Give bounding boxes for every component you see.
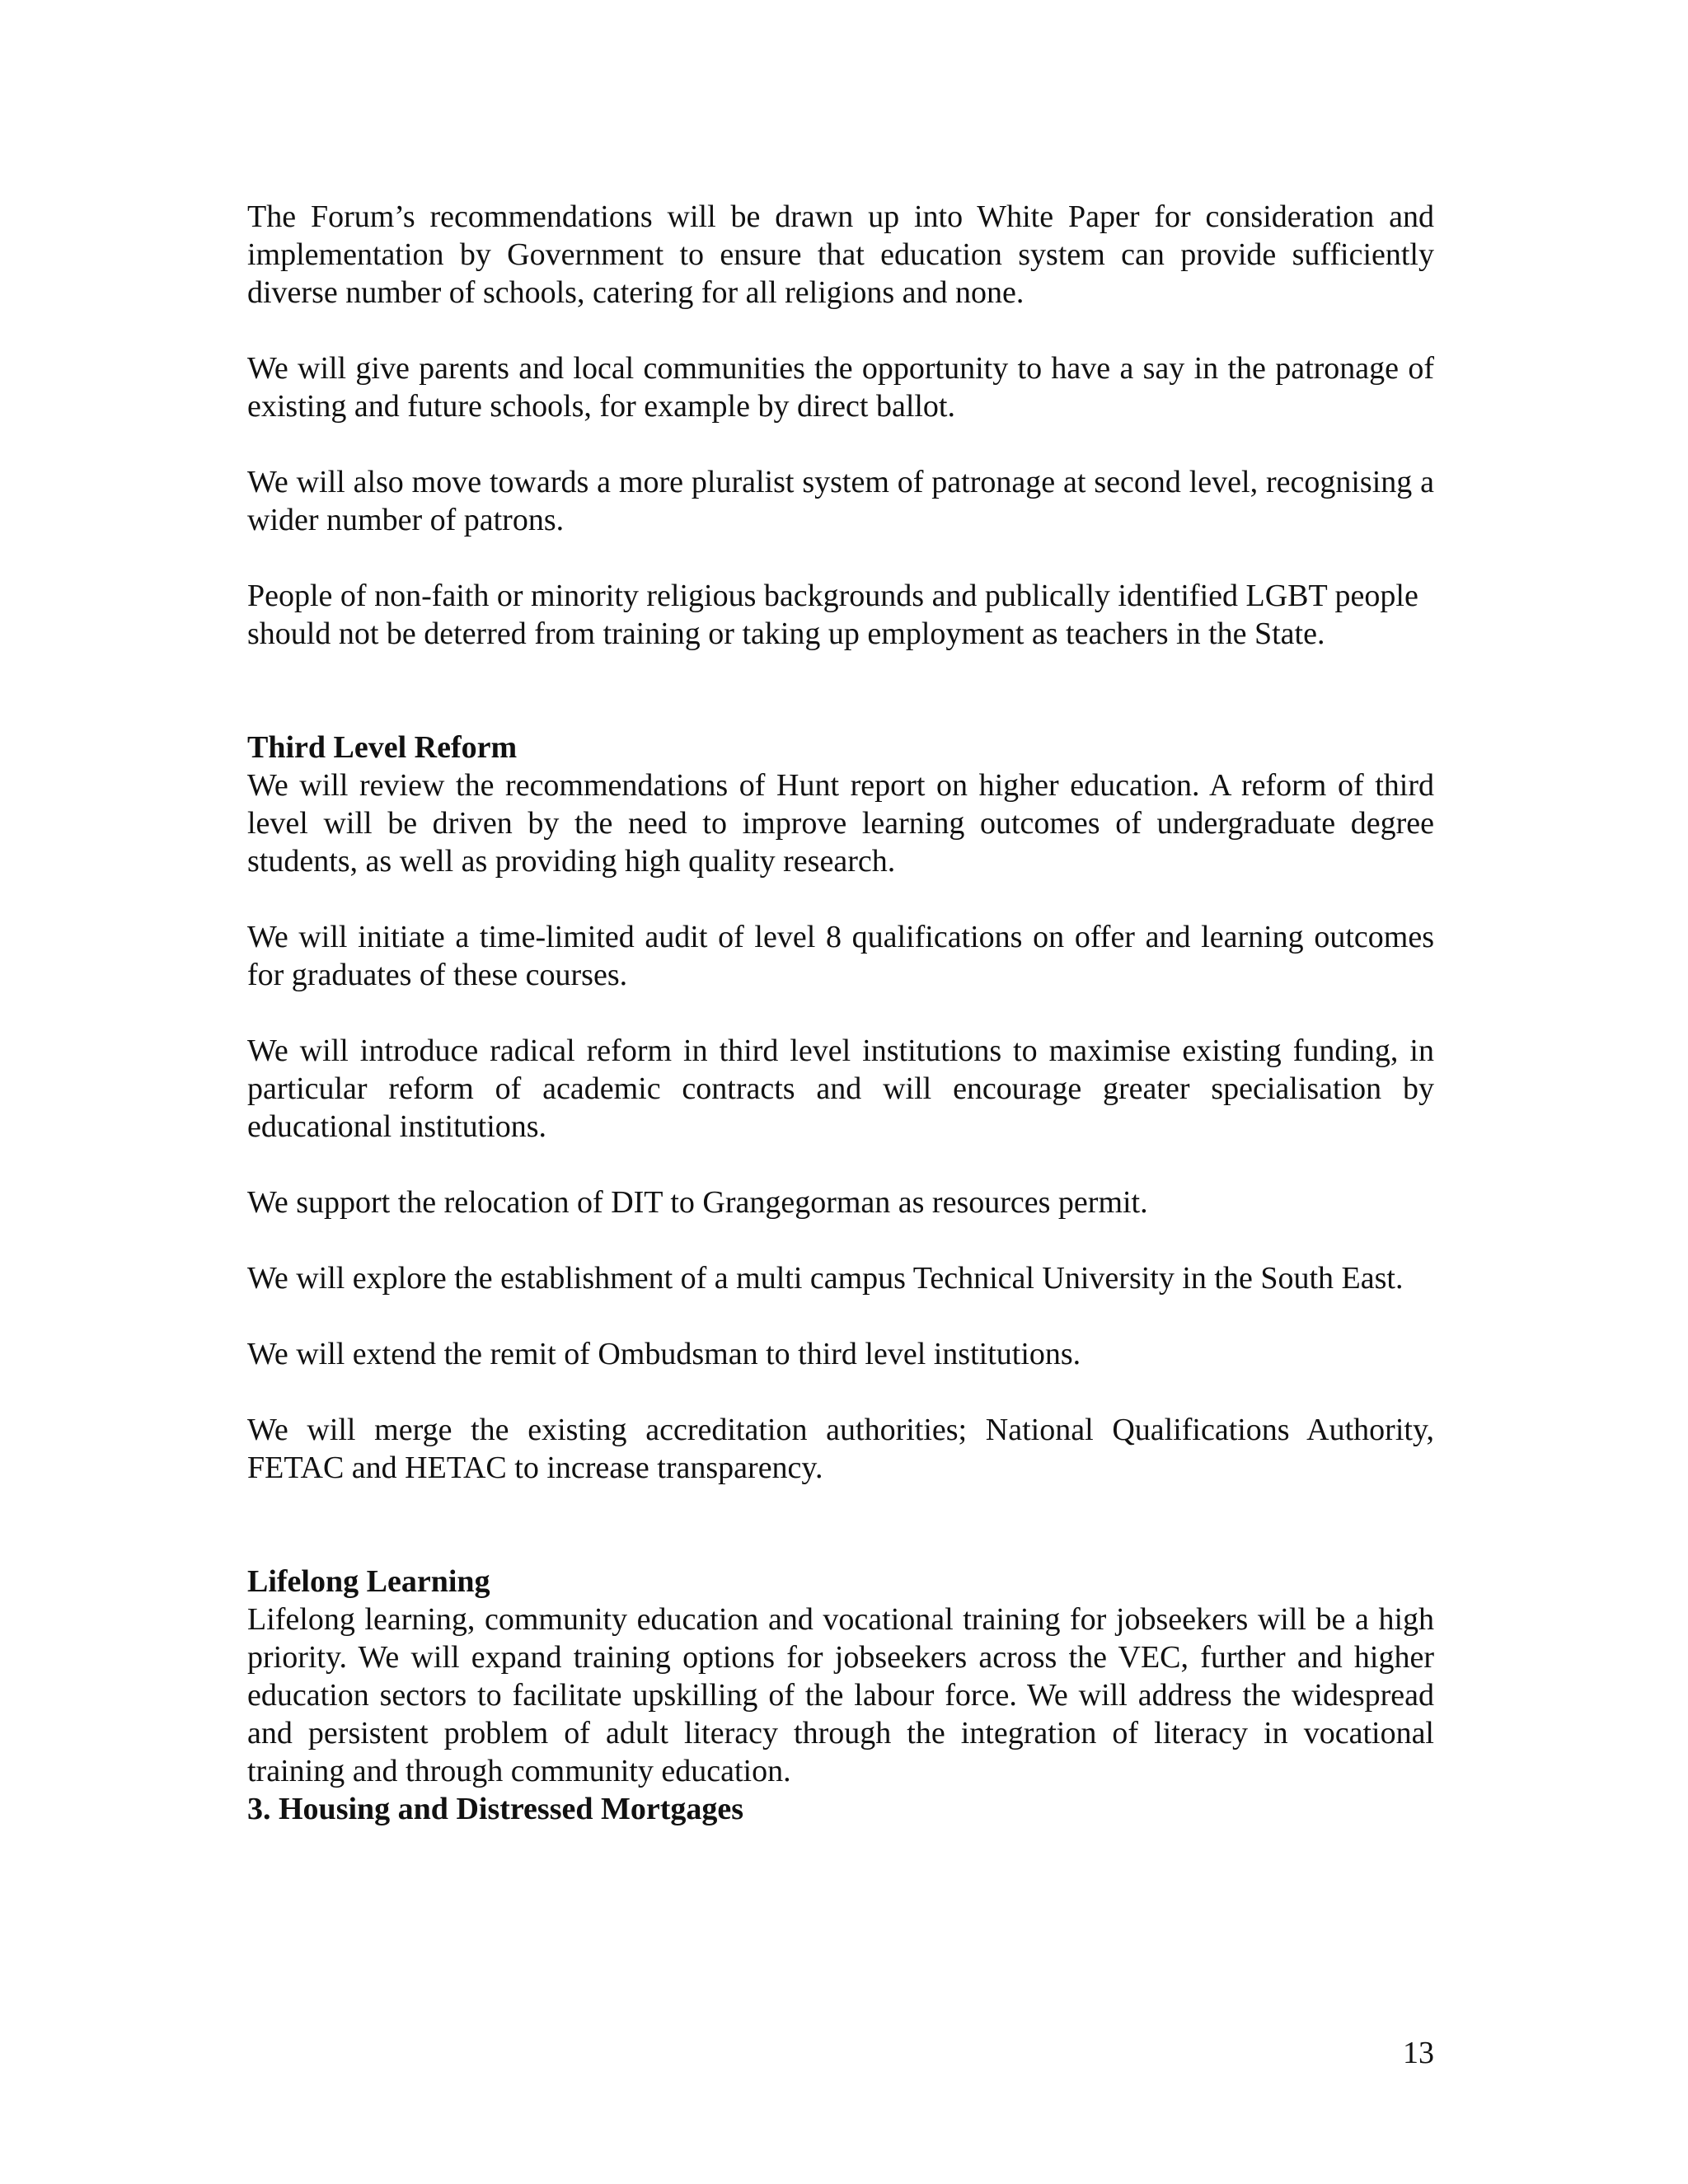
- page-number: 13: [1403, 2036, 1434, 2070]
- intro-paragraph-2: We will give parents and local communities the opportunity to have a say in the patronage of existing and future schools, for example by direct ballot.: [247, 351, 1434, 424]
- page-content: [247, 198, 1434, 1828]
- intro-paragraph-4: People of non-faith or minority religious backgrounds and publically identified LGBT people should not be deterred from training or taking up employment as teachers in the State.: [247, 579, 1418, 651]
- lifelong-learning-heading: Lifelong Learning: [247, 1564, 490, 1599]
- intro-paragraph-3: We will also move towards a more pluralist system of patronage at second level, recognising a wider number of patrons.: [247, 465, 1434, 537]
- intro-paragraph-1: The Forum’s recommendations will be drawn up into White Paper for consideration and implementation by Government to ensure that education system can provide sufficiently diverse number of schools, catering for all religions and none.: [247, 199, 1434, 310]
- housing-heading: 3. Housing and Distressed Mortgages: [247, 1792, 744, 1826]
- third-level-paragraph-6: We will extend the remit of Ombudsman to third level institutions.: [247, 1337, 1081, 1371]
- third-level-paragraph-3: We will introduce radical reform in third level institutions to maximise existing funding, in particular reform of academic contracts and will encourage greater specialisation by educational institutions.: [247, 1033, 1434, 1144]
- third-level-paragraph-4: We support the relocation of DIT to Grangegorman as resources permit.: [247, 1185, 1148, 1220]
- third-level-paragraph-2: We will initiate a time-limited audit of level 8 qualifications on offer and learning outcomes for graduates of these courses.: [247, 920, 1434, 992]
- section-spacer: [247, 1525, 1434, 1563]
- third-level-paragraph-1: We will review the recommendations of Hunt report on higher education. A reform of third level will be driven by the need to improve learning outcomes of undergraduate degree students, as well as providing high quality research.: [247, 768, 1434, 879]
- third-level-paragraph-5: We will explore the establishment of a multi campus Technical University in the South East.: [247, 1261, 1404, 1296]
- third-level-heading: Third Level Reform: [247, 730, 518, 765]
- lifelong-learning-paragraph: Lifelong learning, community education and vocational training for jobseekers will be a high priority. We will expand training options for jobseekers across the VEC, further and higher education sectors to facilitate upskilling of the labour force. We will address the widespread and persistent problem of adult literacy through the integration of literacy in vocational training and through community education.: [247, 1602, 1434, 1788]
- section-spacer: [247, 691, 1434, 729]
- third-level-paragraph-7: We will merge the existing accreditation authorities; National Qualifications Authority, FETAC and HETAC to increase transparency.: [247, 1413, 1434, 1485]
